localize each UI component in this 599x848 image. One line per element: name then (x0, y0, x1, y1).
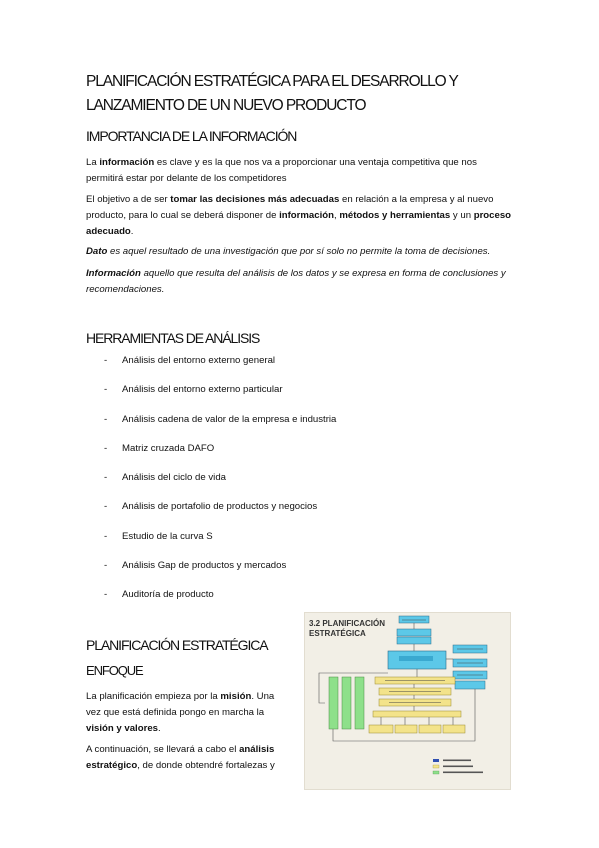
list-item: - Estudio de la curva S (104, 531, 336, 560)
list-item: - Matriz cruzada DAFO (104, 443, 336, 472)
list-item: - Análisis Gap de productos y mercados (104, 560, 336, 589)
list-item: - Análisis del entorno externo general (104, 355, 336, 384)
paragraph-informacion-clave: La información es clave y es la que nos va a proporcionar una ventaja competitiva que nos permitirá estar por delante de los competidores (86, 157, 477, 184)
subsection-heading-enfoque: ENFOQUE (86, 663, 143, 678)
paragraph-analisis-estrategico: A continuación, se llevará a cabo el análisis estratégico, de donde obtendré fortalezas y (86, 744, 275, 771)
definition-dato: Dato es aquel resultado de una investigación que por sí solo no permite la toma de decisiones. (86, 246, 491, 257)
list-item: - Auditoría de producto (104, 589, 336, 618)
section-heading-planificacion: PLANIFICACIÓN ESTRATÉGICA (86, 637, 268, 653)
list-item: - Análisis del entorno externo particular (104, 384, 336, 413)
definition-informacion: Información aquello que resulta del análisis de los datos y se expresa en forma de conclusiones y recomendaciones. (86, 268, 506, 295)
strategic-planning-diagram (304, 612, 511, 790)
list-item: - Análisis del ciclo de vida (104, 472, 336, 501)
document-title: PLANIFICACIÓN ESTRATÉGICA PARA EL DESARROLLO Y LANZAMIENTO DE UN NUEVO PRODUCTO (86, 73, 458, 114)
diagram-graphic (305, 613, 510, 789)
tools-list (104, 355, 336, 619)
figure-title: 3.2 PLANIFICACIÓN ESTRATÉGICA (309, 619, 386, 638)
section-heading-importancia: IMPORTANCIA DE LA INFORMACIÓN (86, 128, 297, 144)
paragraph-objetivo: El objetivo a de ser tomar las decisiones más adecuadas en relación a la empresa y al nuevo producto, para lo cual se deberá disponer de información, métodos y herramientas y un proceso adecuado. (86, 194, 512, 237)
list-item: - Análisis cadena de valor de la empresa e industria (104, 414, 336, 443)
list-item: - Análisis de portafolio de productos y negocios (104, 501, 336, 530)
section-heading-herramientas: HERRAMIENTAS DE ANÁLISIS (86, 330, 260, 346)
paragraph-mision: La planificación empieza por la misión. Una vez que está definida pongo en marcha la visión y valores. (86, 691, 275, 734)
